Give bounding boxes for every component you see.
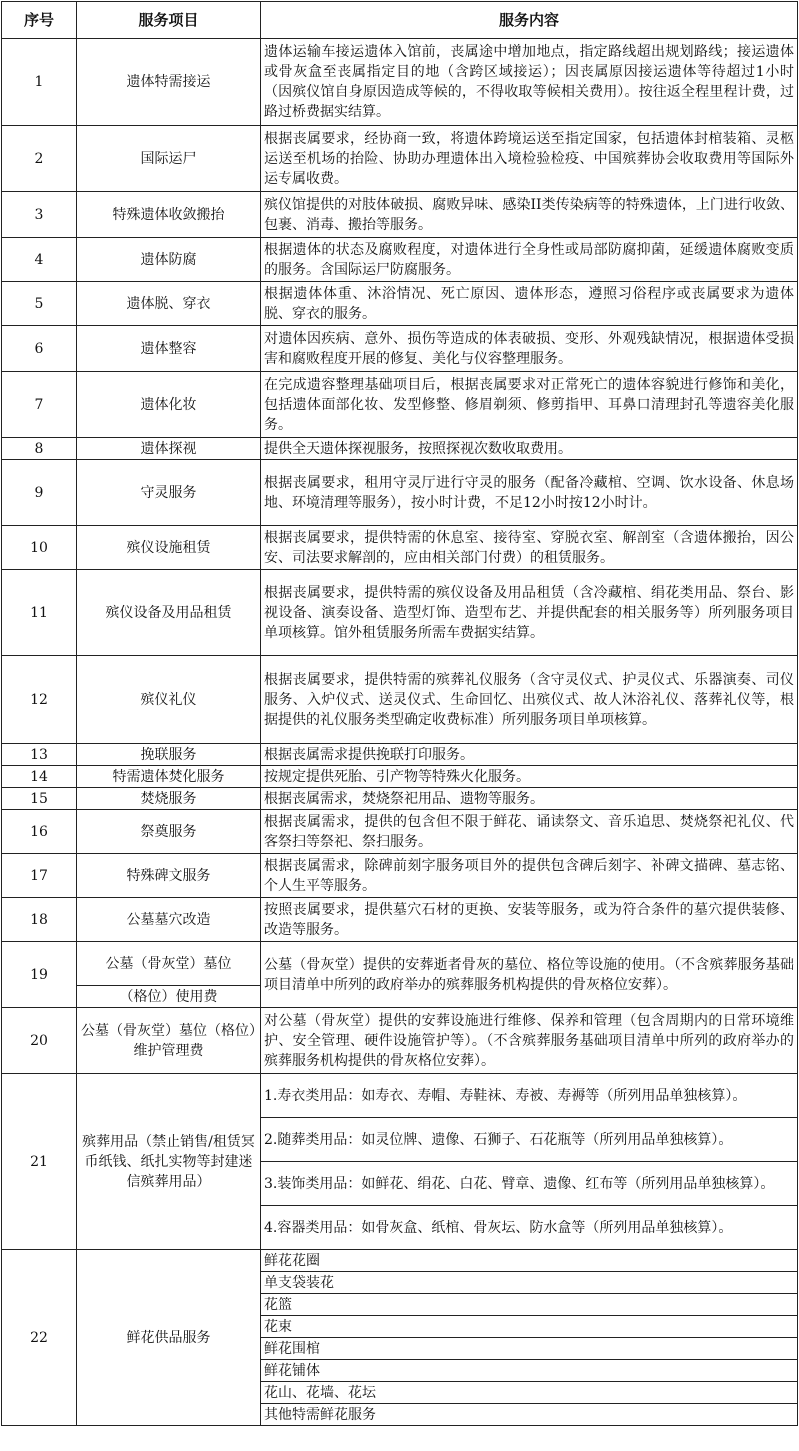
subitem: 花山、花墙、花坛 [261,1382,798,1404]
header-no: 序号 [2,2,77,39]
row-content: 对遗体因疾病、意外、损伤等造成的体表破损、变形、外观残缺情况，根据遗体受损害和腐败程度开展的修复、美化与仪容整理服务。 [261,326,798,372]
row-item: 守灵服务 [77,460,261,526]
row-content: 根据丧属要求，提供特需的休息室、接待室、穿脱衣室、解剖室（含遗体搬抬，因公安、司法要求解剖的，应由相关部门付费）的租赁服务。 [261,526,798,570]
row-content: 根据遗体体重、沐浴情况、死亡原因、遗体形态，遵照习俗程序或丧属要求为遗体脱、穿衣的服务。 [261,282,798,326]
subitem: 3.装饰类用品：如鲜花、绢花、白花、臂章、遗像、红布等（所列用品单独核算）。 [261,1162,798,1206]
row-item: 特殊碑文服务 [77,854,261,898]
subitem: 单支袋装花 [261,1272,798,1294]
row-no: 16 [2,810,77,854]
row-no: 18 [2,898,77,942]
row-content: 根据丧属要求，提供特需的殡葬礼仪服务（含守灵仪式、护灵仪式、乐器演奏、司仪服务、入炉仪式、送灵仪式、生命回忆、出殡仪式、故人沐浴礼仪、落葬礼仪等，根据提供的礼仪服务类型确定收费标准）所列服务项目单项核算。 [261,656,798,744]
table-row [2,744,798,766]
table-row [2,372,798,438]
subitem: 4.容器类用品：如骨灰盒、纸棺、骨灰坛、防水盒等（所列用品单独核算）。 [261,1206,798,1250]
table-row [2,570,798,656]
row-item: 特需遗体焚化服务 [77,766,261,788]
table-row [2,192,798,238]
table-row [2,1074,798,1118]
row-no: 5 [2,282,77,326]
row-content: 根据丧属要求，经协商一致，将遗体跨境运送至指定国家，包括遗体封棺装箱、灵柩运送至机场的抬险、协助办理遗体出入境检验检疫、中国殡葬协会收取费用等国际外运专属收费。 [261,126,798,192]
service-items-table [1,1,798,1426]
row-no: 14 [2,766,77,788]
table-row [2,326,798,372]
row-no: 20 [2,1008,77,1074]
table-row [2,810,798,854]
subitem: 鲜花铺体 [261,1360,798,1382]
table-row [2,460,798,526]
table-row [2,126,798,192]
row-content: 根据丧属需求，焚烧祭祀用品、遗物等服务。 [261,788,798,810]
row-content: 根据丧属需求提供挽联打印服务。 [261,744,798,766]
row-item: 遗体特需接运 [77,39,261,126]
row-item: 遗体化妆 [77,372,261,438]
row-content: 殡仪馆提供的对肢体破损、腐败异味、感染II类传染病等的特殊遗体，上门进行收敛、包裹、消毒、搬抬等服务。 [261,192,798,238]
row-content: 遗体运输车接运遗体入馆前，丧属途中增加地点，指定路线超出规划路线；接运遗体或骨灰盒至丧属指定目的地（含跨区域接运）；因丧属原因接运遗体等待超过1小时（因殡仪馆自身原因造成等候的，不得收取等候相关费用）。按往返全程里程计费，过路过桥费据实结算。 [261,39,798,126]
subitem: 鲜花围棺 [261,1338,798,1360]
row-content: 根据遗体的状态及腐败程度，对遗体进行全身性或局部防腐抑菌，延缓遗体腐败变质的服务。含国际运尸防腐服务。 [261,238,798,282]
row-no: 19 [2,942,77,1008]
table-row [2,656,798,744]
row-no: 15 [2,788,77,810]
row-content: 按照丧属要求，提供墓穴石材的更换、安装等服务，或为符合条件的墓穴提供装修、改造等服务。 [261,898,798,942]
row-item: 公墓墓穴改造 [77,898,261,942]
table-header-row [2,2,798,39]
row-no: 12 [2,656,77,744]
table-row [2,788,798,810]
row-item: 殡仪设施租赁 [77,526,261,570]
subitem: 鲜花花圈 [261,1250,798,1272]
table-row [2,238,798,282]
row-content: 对公墓（骨灰堂）提供的安葬设施进行维修、保养和管理（包含周期内的日常环境维护、安全管理、硬件设施管护等）。（不含殡葬服务基础项目清单中所列的政府举办的殡葬服务机构提供的骨灰格位安葬）。 [261,1008,798,1074]
row-no: 13 [2,744,77,766]
row-content: 在完成遗容整理基础项目后，根据丧属要求对正常死亡的遗体容貌进行修饰和美化，包括遗体面部化妆、发型修整、修眉剃须、修剪指甲、耳鼻口清理封孔等遗容美化服务。 [261,372,798,438]
row-item: 遗体防腐 [77,238,261,282]
table-row [2,854,798,898]
row-content: 根据丧属要求，提供特需的殡仪设备及用品租赁（含冷藏棺、绢花类用品、祭台、影视设备、演奏设备、造型灯饰、造型布艺、并提供配套的相关服务等）所列服务项目单项核算。馆外租赁服务所需车费据实结算。 [261,570,798,656]
row-no: 6 [2,326,77,372]
row-no: 17 [2,854,77,898]
row-no: 22 [2,1250,77,1426]
row-item: 遗体探视 [77,438,261,460]
subitem: 花篮 [261,1294,798,1316]
subitem: 花束 [261,1316,798,1338]
row-item-line1: 公墓（骨灰堂）墓位 [77,942,261,986]
subitem: 2.随葬类用品：如灵位牌、遗像、石狮子、石花瓶等（所列用品单独核算）。 [261,1118,798,1162]
row-item: 殡葬用品（禁止销售/租赁冥币纸钱、纸扎实物等封建迷信殡葬用品） [77,1074,261,1250]
row-content: 根据丧属需求，提供的包含但不限于鲜花、诵读祭文、音乐追思、焚烧祭祀礼仪、代客祭扫等祭祀、祭扫服务。 [261,810,798,854]
row-item: 祭奠服务 [77,810,261,854]
row-content: 根据丧属要求，租用守灵厅进行守灵的服务（配备冷藏棺、空调、饮水设备、休息场地、环境清理等服务），按小时计费，不足12小时按12小时计。 [261,460,798,526]
row-item: 鲜花供品服务 [77,1250,261,1426]
row-no: 10 [2,526,77,570]
row-no: 3 [2,192,77,238]
table-row [2,766,798,788]
row-no: 8 [2,438,77,460]
row-no: 9 [2,460,77,526]
header-item: 服务项目 [77,2,261,39]
subitem: 1.寿衣类用品：如寿衣、寿帽、寿鞋袜、寿被、寿褥等（所列用品单独核算）。 [261,1074,798,1118]
row-item: 遗体整容 [77,326,261,372]
row-item: 公墓（骨灰堂）墓位（格位）维护管理费 [77,1008,261,1074]
row-item: 殡仪礼仪 [77,656,261,744]
row-item: 挽联服务 [77,744,261,766]
row-no: 2 [2,126,77,192]
row-content: 提供全天遗体探视服务，按照探视次数收取费用。 [261,438,798,460]
table-row [2,898,798,942]
table-row [2,526,798,570]
table-row [2,1008,798,1074]
table-row [2,282,798,326]
row-no: 1 [2,39,77,126]
table-row [2,1250,798,1272]
row-item: 特殊遗体收敛搬抬 [77,192,261,238]
row-item-line2: （格位）使用费 [77,986,261,1008]
subitem: 其他特需鲜花服务 [261,1404,798,1426]
row-no: 21 [2,1074,77,1250]
row-item: 焚烧服务 [77,788,261,810]
row-item: 国际运尸 [77,126,261,192]
row-content: 按规定提供死胎、引产物等特殊火化服务。 [261,766,798,788]
row-content: 根据丧属需求，除碑前刻字服务项目外的提供包含碑后刻字、补碑文描碑、墓志铭、个人生平等服务。 [261,854,798,898]
row-no: 4 [2,238,77,282]
header-content: 服务内容 [261,2,798,39]
table-row [2,438,798,460]
row-item: 殡仪设备及用品租赁 [77,570,261,656]
row-item: 遗体脱、穿衣 [77,282,261,326]
row-no: 11 [2,570,77,656]
table-row [2,39,798,126]
table-row [2,942,798,986]
row-no: 7 [2,372,77,438]
row-content: 公墓（骨灰堂）提供的安葬逝者骨灰的墓位、格位等设施的使用。（不含殡葬服务基础项目清单中所列的政府举办的殡葬服务机构提供的骨灰格位安葬）。 [261,942,798,1008]
